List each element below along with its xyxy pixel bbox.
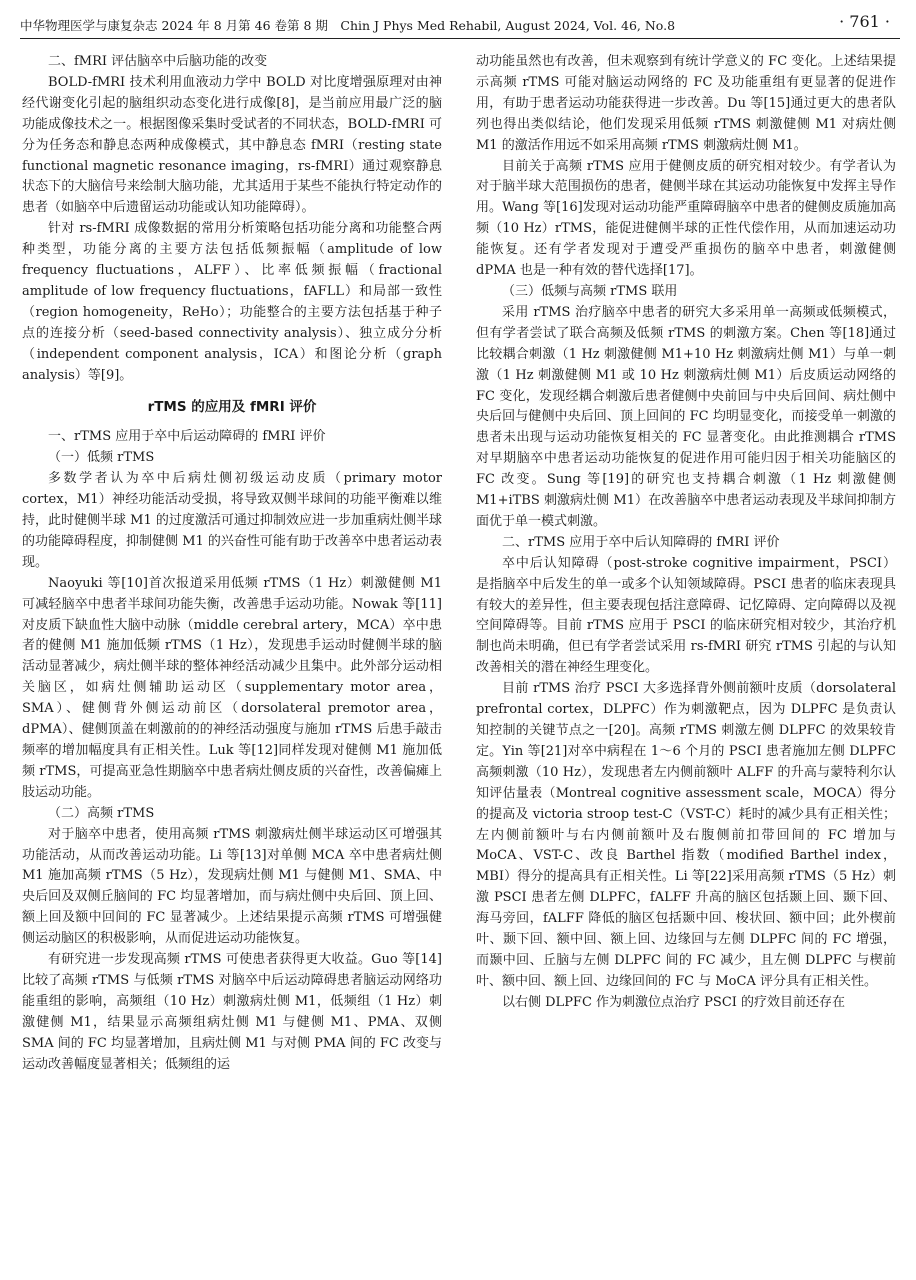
paragraph: 针对 rs-fMRI 成像数据的常用分析策略包括功能分离和功能整合两种类型，功能分离的主要方法包括低频振幅（amplitude of low frequency fluctuations，ALFF）、比率低频振幅（fractional amplitude of low frequency fluctuations，fAFLL）和局部一致性（region homogeneity，ReHo）；功能整合的主要方法包括基于种子点的连接分析（seed-based connectivity analysis）、独立成分分析（independent component analysis，ICA）和图论分析（graph analysis）等[9]。 <box>22 221 442 383</box>
paragraph: 卒中后认知障碍（post-stroke cognitive impairment，PSCI）是指脑卒中后发生的单一或多个认知领域障碍。PSCI 患者的临床表现具有较大的差异性，但主要表现包括注意障碍、记忆障碍、定向障碍以及视空间障碍等。目前 rTMS 应用于 PSCI 的临床研究相对较少，其治疗机制也尚未明确，但已有学者尝试采用 rs-fMRI 研究 rTMS 引起的与认知改善相关的潜在神经生理变化。 <box>476 555 896 676</box>
section-heading: 二、fMRI 评估脑卒中后脑功能的改变 <box>48 54 268 69</box>
paragraph: 有研究进一步发现高频 rTMS 可使患者获得更大收益。Guo 等[14]比较了高频 rTMS 与低频 rTMS 对脑卒中后运动障碍患者脑运动网络功能重组的影响，高频组（10 Hz）刺激病灶侧 M1，低频组（1 Hz）刺激健侧 M1，结果显示高频组病灶侧 M1 与健侧 M1、PMA、双侧 SMA 间的 FC 均显著增加，且病灶侧 M1 与对侧 PMA 间的 FC 改变与运动改善幅度显著相关；低频组的运 <box>22 952 442 1072</box>
section-heading: 二、rTMS 应用于卒中后认知障碍的 fMRI 评价 <box>502 534 780 550</box>
left-column <box>22 52 442 1274</box>
paragraph: 采用 rTMS 治疗脑卒中患者的研究大多采用单一高频或低频模式，但有学者尝试了联合高频及低频 rTMS 的刺激方案。Chen 等[18]通过比较耦合刺激（1 Hz 刺激健侧 M1+10 Hz 刺激病灶侧 M1）与单一刺激（1 Hz 刺激健侧 M1 或 10 Hz 刺激病灶侧 M1）后皮质运动网络的 FC 变化，发现经耦合刺激后患者健侧中央前回与中央后回间、病灶侧中央后回与健侧中央后回、顶上回间的 FC 均明显变化，而接受单一刺激的患者未出现与运动功能恢复相关的 FC 显著变化。由此推测耦合 rTMS 对早期脑卒中患者运动功能恢复的促进作用可能归因于相关功能脑区的 FC 改变。Sung 等[19]的研究也支持耦合刺激（1 Hz 刺激健侧 M1+iTBS 刺激病灶侧 M1）在改善脑卒中患者运动表现及半球间抑制方面优于单一模式刺激。 <box>476 304 896 529</box>
right-column <box>476 52 896 1274</box>
section-heading: 一、rTMS 应用于卒中后运动障碍的 fMRI 评价 <box>48 429 326 445</box>
paragraph: 以右侧 DLPFC 作为刺激位点治疗 PSCI 的疗效目前还存在 <box>502 994 846 1010</box>
paragraph: Naoyuki 等[10]首次报道采用低频 rTMS（1 Hz）刺激健侧 M1 可减轻脑卒中患者半球间功能失衡，改善患手运动功能。Nowak 等[11]对皮质下缺血性大脑中动脉（middle cerebral artery，MCA）卒中患者的健侧 M1 施加低频 rTMS（1 Hz），发现患手运动时健侧半球的脑活动显著减少，病灶侧半球的整体神经活动减少且集中。此外部分运动相关脑区，如病灶侧辅助运动区（supplementary motor area，SMA）、健侧背外侧运动前区（dorsolateral premotor area，dPMA）、健侧顶盖在刺激前的的神经活动强度与施加 rTMS 后患手敲击频率的增加幅度具有正相关性。Luk 等[12]同样发现对健侧 M1 施加低频 rTMS，可提高亚急性期脑卒中患者病灶侧皮质的兴奋性，改善偏瘫上肢运动功能。 <box>22 575 442 800</box>
paragraph: BOLD-fMRI 技术利用血液动力学中 BOLD 对比度增强原理对由神经代谢变化引起的脑组织动态变化进行成像[8]，是当前应用最广泛的脑功能成像技术之一。根据图像采集时受试者的不同状态，BOLD-fMRI 可分为任务态和静息态两种成像模式，其中静息态 fMRI（resting state functional magnetic resonance imaging，rs-fMRI）通过观察静息状态下的大脑信号来绘制大脑功能，尤其适用于某些不能执行特定动作的患者（如脑卒中后遗留运动功能或认知功能障碍）。 <box>22 74 442 216</box>
paragraph: 目前 rTMS 治疗 PSCI 大多选择背外侧前额叶皮质（dorsolateral prefrontal cortex，DLPFC）作为刺激靶点，因为 DLPFC 是负责认知控制的关键节点之一[20]。高频 rTMS 刺激左侧 DLPFC 的效果较肯定。Yin 等[21]对卒中病程在 1～6 个月的 PSCI 患者施加左侧 DLPFC 高频刺激（10 Hz），发现患者左内侧前额叶 ALFF 的升高与蒙特利尔认知评估量表（Montreal cognitive assessment scale，MOCA）得分的提高及 victoria stroop test-C（VST-C）耗时的减少具有正相关性；左内侧前额叶与右内侧前额叶及右腹侧前扣带回间的 FC 增加与 MoCA、VST-C、改良 Barthel 指数（modified Barthel index，MBI）得分的提高具有正相关性。Li 等[22]采用高频 rTMS（5 Hz）刺激 PSCI 患者左侧 DLPFC，fALFF 升高的脑区包括颞上回、颞下回、海马旁回，fALFF 降低的脑区包括颞中回、梭状回、额中回；此外楔前叶、颞下回、额中回、额上回、边缘回与左侧 DLPFC 间的 FC 增强，而颞中回、丘脑与左侧 DLPFC 间的 FC 减少，且左侧 DLPFC 与楔前叶、额中回、额上回、边缘回间的 FC 与 MoCA 评分具有正相关性。 <box>476 681 896 989</box>
paragraph: 对于脑卒中患者，使用高频 rTMS 刺激病灶侧半球运动区可增强其功能活动，从而改善运动功能。Li 等[13]对单侧 MCA 卒中患者病灶侧 M1 施加高频 rTMS（5 Hz），发现病灶侧 M1 与健侧 M1、SMA、中央后回及双侧丘脑间的 FC 均显著增加，而与病灶侧中央后回、顶上回、额上回及额中回间的 FC 显著减少。上述结果提示高频 rTMS 可增强健侧运动脑区的积极影响，从而促进运动功能恢复。 <box>22 826 442 947</box>
journal-citation: 中华物理医学与康复杂志 2024 年 8 月第 46 卷第 8 期 Chin J Phys Med Rehabil, August 2024, Vol. 46, No.8 <box>20 18 676 33</box>
paragraph: 目前关于高频 rTMS 应用于健侧皮质的研究相对较少。有学者认为对于脑半球大范围损伤的患者，健侧半球在其运动功能恢复中发挥主导作用。Wang 等[16]发现对运动功能严重障碍脑卒中患者的健侧皮质施加高频（10 Hz）rTMS，能促进健侧半球的正性代偿作用，从而加速运动功能恢复。还有学者发现对于遭受严重损伤的脑卒中患者，刺激健侧 dPMA 也是一种有效的替代选择[17]。 <box>476 158 896 279</box>
running-header <box>20 12 900 39</box>
subsection-heading: （三）低频与高频 rTMS 联用 <box>502 283 678 299</box>
subsection-heading: （二）高频 rTMS <box>48 805 155 821</box>
page-number: · 761 · <box>839 12 890 31</box>
paragraph-continued: 动功能虽然也有改善，但未观察到有统计学意义的 FC 变化。上述结果提示高频 rTMS 可能对脑运动网络的 FC 及功能重组有更显著的促进作用，有助于患者运动功能获得进一步改善。Du 等[15]通过更大的患者队列也得出类似结论，他们发现采用低频 rTMS 刺激健侧 M1 对病灶侧 M1 的激活作用远不如采用高频 rTMS 刺激病灶侧 M1。 <box>476 54 896 153</box>
section-title: rTMS 的应用及 fMRI 评价 <box>147 398 317 415</box>
paragraph: 多数学者认为卒中后病灶侧初级运动皮质（primary motor cortex，M1）神经功能活动受损，将导致双侧半球间的功能平衡难以维持，此时健侧半球 M1 的过度激活可通过抑制效应进一步加重病灶侧半球的功能障碍程度，抑制健侧 M1 的兴奋性可能有助于改善卒中患者运动表现。 <box>22 471 442 570</box>
subsection-heading: （一）低频 rTMS <box>48 450 155 466</box>
